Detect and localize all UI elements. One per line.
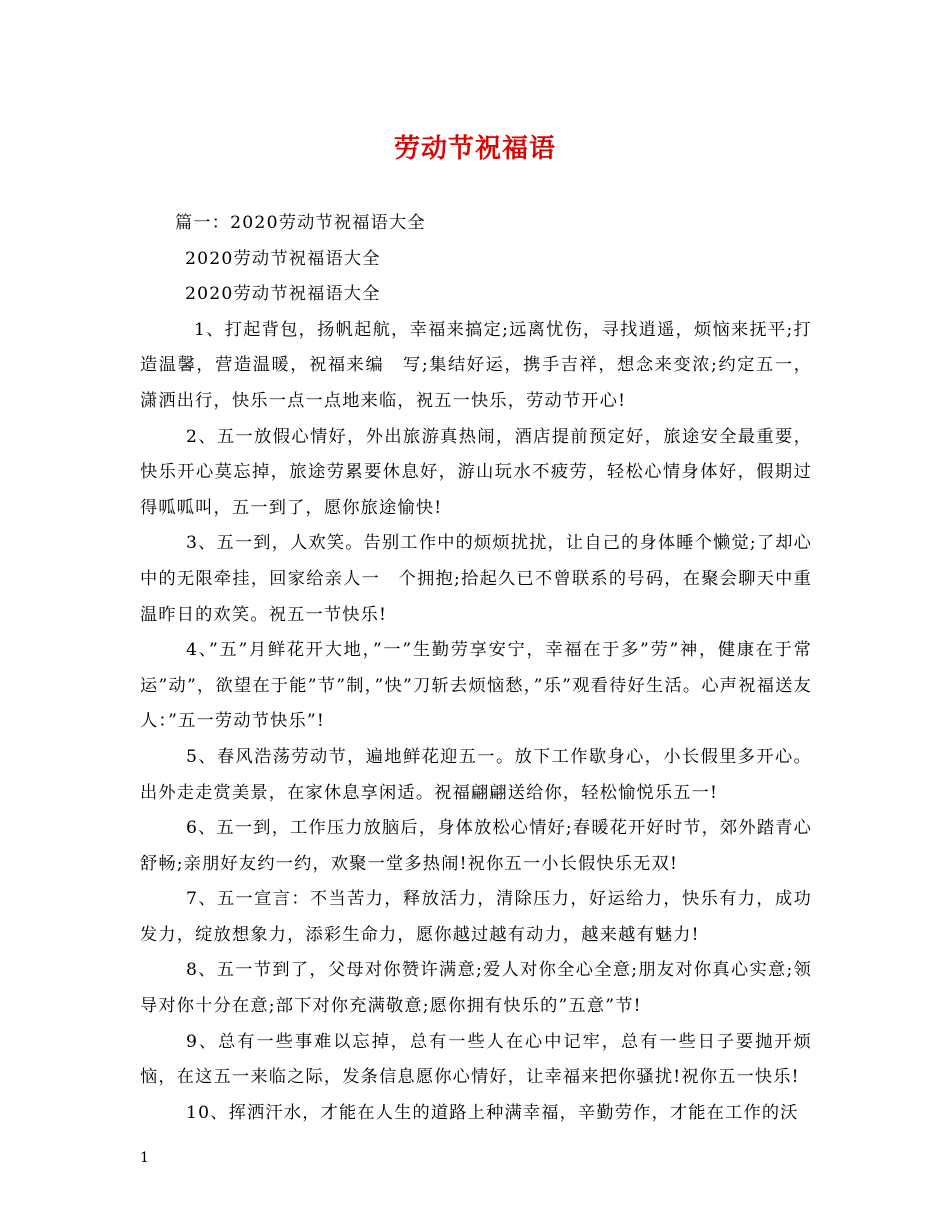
subtitle-line: 2020劳动节祝福语大全: [185, 284, 381, 305]
blessing-paragraph: 1、打起背包，扬帆起航，幸福来搞定;远离忧伤，寻找逍遥，烦恼来抚平;打造温馨，营造温暖，祝福来编 写;集结好运，携手吉祥，想念来变浓;约定五一，潇洒出行，快乐一点一点地来临，祝五一快乐，劳动节开心!: [140, 319, 812, 411]
document-title: 劳动节祝福语: [393, 134, 556, 164]
blessing-paragraph: 6、五一到，工作压力放脑后，身体放松心情好;春暖花开好时节，郊外踏青心舒畅;亲朋好友约一约，欢聚一堂多热闹!祝你五一小长假快乐无双!: [140, 818, 812, 874]
blessing-paragraph: 8、五一节到了，父母对你赞许满意;爱人对你全心全意;朋友对你真心实意;领导对你十分在意;部下对你充满敬意;愿你拥有快乐的”五意”节!: [140, 960, 812, 1017]
blessing-paragraph: 3、五一到，人欢笑。告别工作中的烦烦扰扰，让自己的身体睡个懒觉;了却心中的无限牵挂，回家给亲人一 个拥抱;拾起久已不曾联系的号码，在聚会聊天中重温昨日的欢笑。祝五一节快乐!: [140, 533, 812, 625]
blessing-paragraph: 4、”五”月鲜花开大地，”一”生勤劳享安宁，幸福在于多”劳”神，健康在于常运”动”，欲望在于能”节”制，”快”刀斩去烦恼愁，”乐”观看待好生活。心声祝福送友人：”五一劳动节快乐”!: [140, 640, 812, 732]
blessing-paragraph: 10、挥洒汗水，才能在人生的道路上种满幸福，辛勤劳作，才能在工作的沃: [186, 1102, 799, 1123]
blessing-paragraph: 2、五一放假心情好，外出旅游真热闹，酒店提前预定好，旅途安全最重要，快乐开心莫忘掉，旅途劳累要休息好，游山玩水不疲劳，轻松心情身体好，假期过得呱呱叫，五一到了，愿你旅途愉快!: [140, 426, 812, 518]
section-heading: 篇一：2020劳动节祝福语大全: [175, 213, 426, 233]
page-number: 1: [140, 1150, 149, 1166]
blessing-paragraph: 9、总有一些事难以忘掉，总有一些人在心中记牢，总有一些日子要抛开烦恼，在这五一来临之际，发条信息愿你心情好，让幸福来把你骚扰!祝你五一快乐!: [140, 1031, 812, 1088]
blessing-paragraph: 7、五一宣言：不当苦力，释放活力，清除压力，好运给力，快乐有力，成功发力，绽放想象力，添彩生命力，愿你越过越有动力，越来越有魅力!: [140, 889, 812, 945]
blessing-paragraph: 5、春风浩荡劳动节，遍地鲜花迎五一。放下工作歇身心，小长假里多开心。出外走走赏美景，在家休息享闲适。祝福翩翩送给你，轻松愉悦乐五一!: [140, 746, 812, 803]
subtitle-line: 2020劳动节祝福语大全: [185, 248, 381, 269]
document-body: [140, 206, 812, 1131]
